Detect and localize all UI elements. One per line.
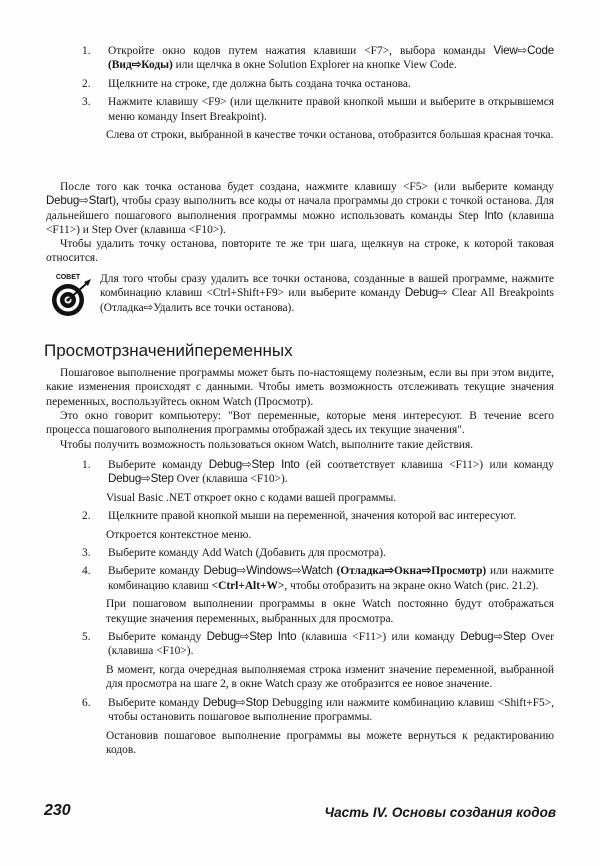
tip-box — [46, 270, 554, 320]
tip-badge: СОВЕТ — [55, 274, 81, 281]
text-run: или щелчка в окне Solution Explorer на кнопке View Code. — [172, 59, 457, 72]
list-number: 4. — [82, 565, 91, 578]
list-item-text — [108, 564, 554, 593]
bold-text: (Отладка⇨Окна⇨Просмотр) — [336, 565, 487, 578]
text-run: Выберите команду — [108, 696, 203, 709]
ui-command-text: Debug⇨ — [404, 286, 448, 300]
text-run: Debugging или нажмите комбинацию клавиш <Shift+F5>, чтобы остановить пошаговое выполнение программы. — [108, 696, 554, 724]
list-item — [80, 77, 554, 91]
paragraph: Пошаговое выполнение программы может быть по-настоящему полезным, если вы при этом видите, какие изменения происходят с данными. Чтобы иметь возможность отслеживать текущие значения переменных, воспользуйтесь окном Watch (Просмотр). — [46, 367, 554, 408]
ui-command-text: Debug⇨Step — [460, 630, 526, 644]
list-item — [80, 458, 554, 487]
list-item-note: Откроется контекстное меню. — [106, 528, 252, 541]
paragraph — [46, 180, 554, 238]
text-run: Нажмите клавишу <F9> (или щелкните правой кнопкой мыши и выберите в открывшемся меню команду Insert Breakpoint). — [108, 96, 554, 123]
list-item-text — [108, 546, 554, 560]
ui-command-text: Debug⇨Windows⇨Watch — [203, 564, 333, 578]
list-number: 2. — [82, 77, 91, 90]
target-tip-icon — [46, 270, 94, 320]
bold-text: (Вид⇨Коды) — [108, 59, 173, 72]
text-run: Over (клавиша <F10>). — [173, 473, 288, 486]
list-number: 1. — [82, 459, 91, 471]
text-run: Выберите команду — [108, 459, 209, 471]
list-item — [80, 546, 554, 560]
text-run: или нажмите комбинацию клавиш — [108, 565, 554, 592]
list-item — [80, 509, 554, 523]
text-run: (клавиша <F11>) или команду — [296, 631, 461, 644]
text-run: После того как точка останова будет создана, нажмите клавишу <F5> (или выберите команду — [60, 181, 554, 193]
ui-command-text: Debug⇨Step Into — [208, 458, 300, 471]
list-item-text — [108, 509, 554, 523]
ui-command-text: Debug⇨Stop — [202, 695, 269, 709]
text-run: Щелкните на строке, где должна быть создана точка останова. — [108, 77, 411, 90]
page-footer — [44, 804, 556, 826]
list-item-text — [108, 44, 554, 73]
text-run: (клавиша <F11>) и Step Over (клавиша <F10>). — [46, 209, 555, 237]
text-run: , чтобы отобразить на экране окно Watch (рис. 21.2). — [284, 579, 539, 592]
ui-command-text: View⇨Code — [493, 44, 554, 57]
list-item — [80, 630, 554, 659]
ui-command-text: Debug⇨Start — [46, 194, 113, 208]
page-number: 230 — [44, 802, 71, 819]
list-item — [80, 44, 554, 73]
list-number: 1. — [82, 45, 91, 57]
section-heading: Просмотрзначенийпеременных — [44, 341, 293, 360]
paragraph: Чтобы удалить точку останова, повторите те же три шага, щелкнув на строке, к которой таковая относится. — [46, 238, 554, 265]
list-item-note: Visual Basic .NET откроет окно с кодами вашей программы. — [106, 491, 397, 504]
list-item-text — [108, 77, 554, 91]
text-run: Clear All Breakpoints (Отладка⇨Удалить все точки останова). — [100, 287, 554, 314]
list-item-text — [108, 696, 554, 725]
text-run: Откройте окно кодов путем нажатия клавиши <F7>, выбора команды — [108, 45, 494, 57]
list-number: 5. — [82, 631, 91, 644]
list-item-text — [108, 95, 554, 124]
text-run: Для того чтобы сразу удалить все точки останова, созданные в вашей программе, нажмите комбинацию клавиш <Ctrl+Shift+F9> или выберите команду — [100, 273, 554, 300]
tip-text — [100, 272, 554, 315]
list-item-note: В момент, когда очередная выполняемая строка изменит значение переменной, выбранной для просмотра на шаге 2, в окне Watch сразу же отобразится ее новое значение. — [106, 663, 554, 691]
text-run: (ей соответствует клавиша <F11>) или команду — [299, 459, 554, 471]
ui-command-text: Into — [484, 208, 503, 222]
steps-list-breakpoint — [80, 44, 554, 146]
text-run: Выберите команду Add Watch (Добавить для просмотра). — [108, 547, 386, 560]
list-item-note: Остановив пошаговое выполнение программы вы можете вернуться к редактированию кодов. — [106, 729, 554, 756]
steps-list-watch — [80, 458, 554, 761]
list-item-text — [108, 458, 554, 487]
ui-command-text: Debug⇨Step Into — [206, 630, 297, 644]
paragraph: Это окно говорит компьютеру: "Вот переменные, которые меня интересуют. В течение всего процесса пошагового выполнения программы отображай здесь их текущие значения". — [46, 410, 554, 437]
list-item-note: Слева от строки, выбранной в качестве точки останова, отобразится большая красная точка. — [106, 129, 554, 142]
ui-command-text: Debug⇨Step — [108, 472, 174, 486]
list-number: 2. — [82, 510, 91, 523]
list-number: 3. — [82, 547, 91, 560]
text-run: Выберите команду — [108, 631, 207, 644]
list-number: 6. — [82, 696, 91, 709]
paragraph: Чтобы получить возможность пользоваться окном Watch, выполните такие действия. — [60, 439, 474, 451]
list-item — [80, 564, 554, 593]
list-item-text — [108, 630, 554, 659]
text-run: Over (клавиша <F10>). — [108, 631, 554, 658]
text-run: Выберите команду — [108, 565, 204, 578]
text-run: ), чтобы сразу выполнить все коды от начала программы до строки с точкой останова. Для дальнейшего пошагового выполнения программы можно использовать команды Step — [46, 195, 554, 222]
list-item-note: При пошаговом выполнении программы в окне Watch постоянно будут отображаться текущие значения переменных, выбранных для просмотра. — [106, 598, 554, 625]
list-item — [80, 696, 554, 725]
running-title: Часть IV. Основы создания кодов — [324, 805, 556, 820]
text-run: Щелкните правой кнопкой мыши на переменной, значения которой вас интересуют. — [108, 510, 517, 523]
list-number: 3. — [82, 96, 91, 109]
bold-text: <Ctrl+Alt+W> — [211, 579, 285, 592]
list-item — [80, 95, 554, 124]
